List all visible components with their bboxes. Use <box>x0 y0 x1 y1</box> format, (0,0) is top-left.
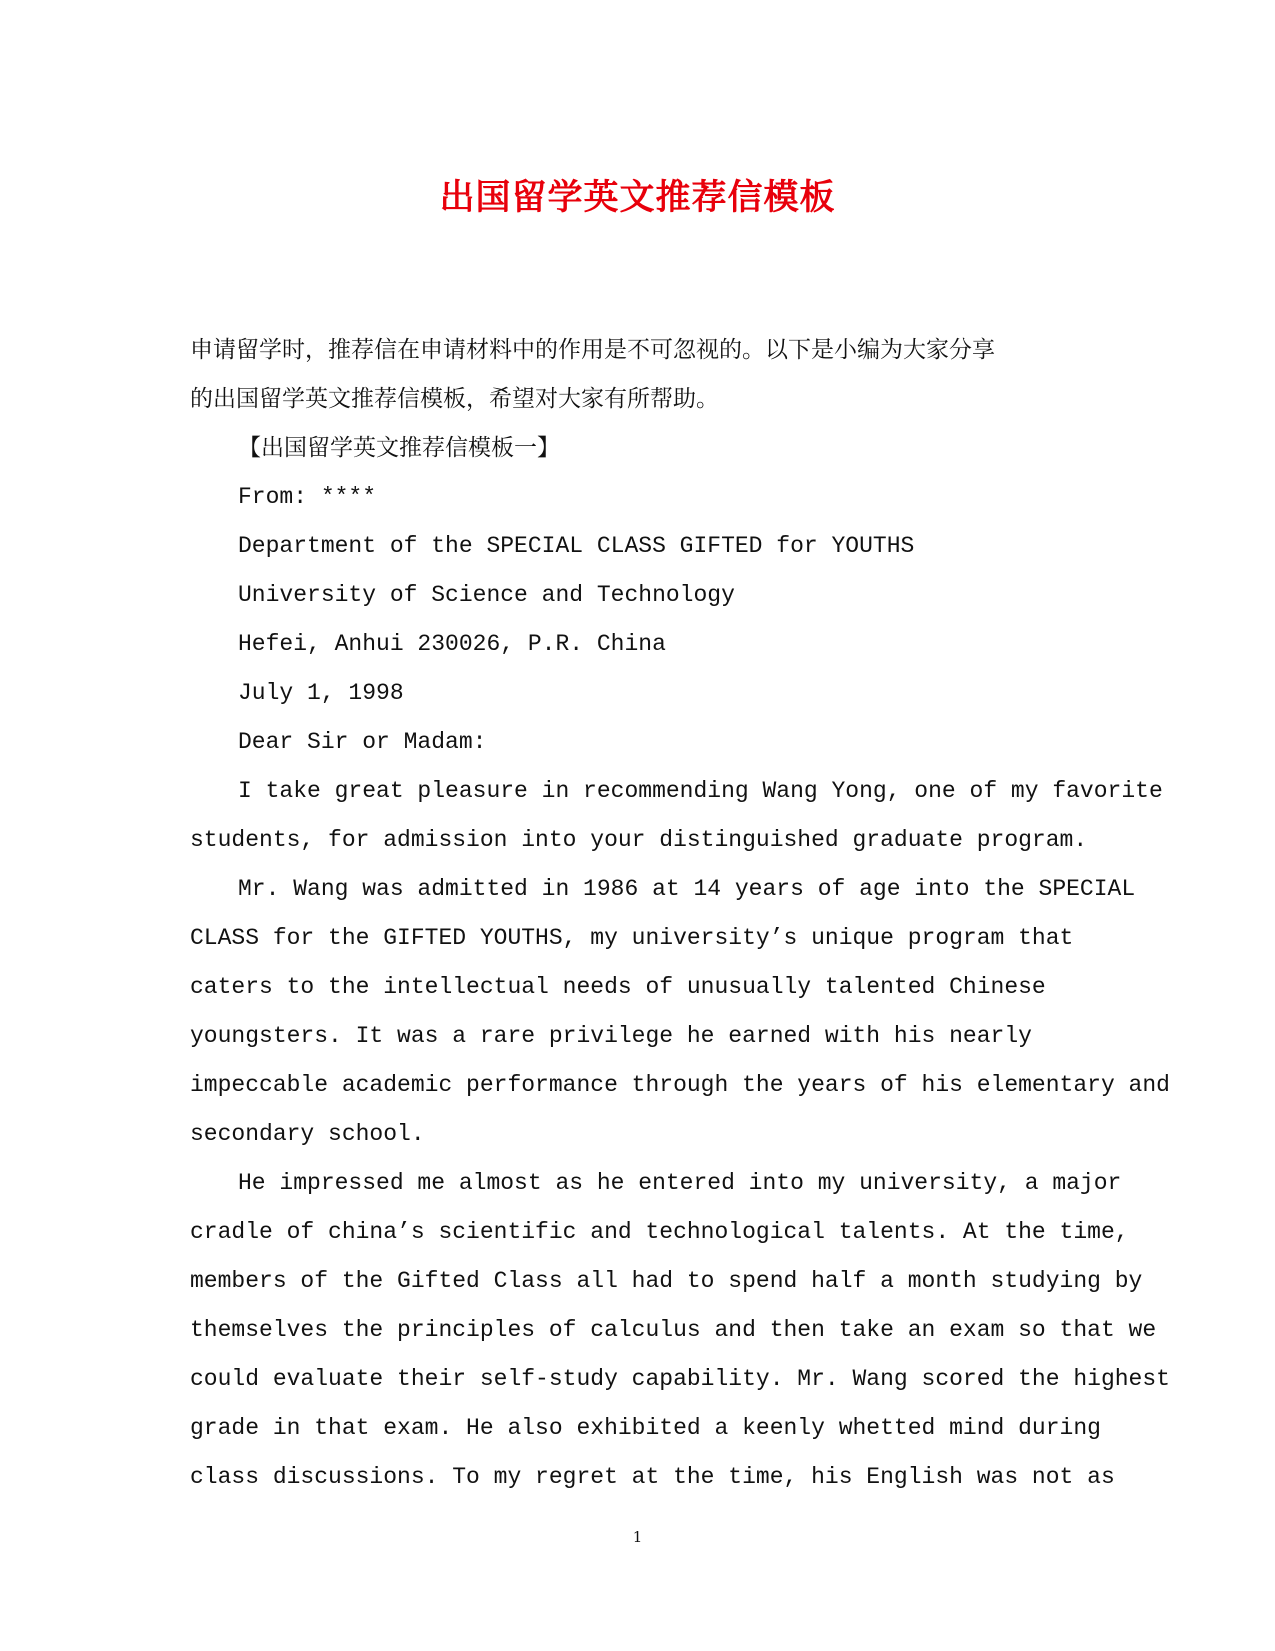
paragraph-line: I take great pleasure in recommending Wang Yong, one of my favorite <box>238 778 1163 804</box>
paragraph-line: cradle of china’s scientific and technological talents. At the time, <box>190 1219 1129 1245</box>
document-body <box>190 326 1170 1502</box>
intro-line-2: 的出国留学英文推荐信模板，希望对大家有所帮助。 <box>190 386 719 412</box>
paragraph-line: secondary school. <box>190 1121 425 1147</box>
intro-line-1: 申请留学时，推荐信在申请材料中的作用是不可忽视的。以下是小编为大家分享 <box>190 337 995 363</box>
letter-address: Hefei, Anhui 230026, P.R. China <box>238 631 666 657</box>
section-heading: 【出国留学英文推荐信模板一】 <box>238 435 560 461</box>
paragraph-line: students, for admission into your distinguished graduate program. <box>190 827 1088 853</box>
paragraph-line: themselves the principles of calculus and then take an exam so that we <box>190 1317 1157 1343</box>
paragraph-line: class discussions. To my regret at the time, his English was not as <box>190 1464 1115 1490</box>
page-number: 1 <box>632 1528 643 1546</box>
letter-university: University of Science and Technology <box>238 582 735 608</box>
paragraph-line: youngsters. It was a rare privilege he earned with his nearly <box>190 1023 1032 1049</box>
paragraph-line: could evaluate their self-study capability. Mr. Wang scored the highest <box>190 1366 1170 1392</box>
letter-from: From: **** <box>238 484 377 510</box>
paragraph-line: impeccable academic performance through the years of his elementary and <box>190 1072 1170 1098</box>
letter-date: July 1, 1998 <box>238 680 404 706</box>
letter-salutation: Dear Sir or Madam: <box>238 729 487 755</box>
letter-department: Department of the SPECIAL CLASS GIFTED for YOUTHS <box>238 533 915 559</box>
paragraph-line: caters to the intellectual needs of unusually talented Chinese <box>190 974 1046 1000</box>
paragraph-line: He impressed me almost as he entered into my university, a major <box>238 1170 1122 1196</box>
document-title: 出国留学英文推荐信模板 <box>439 177 836 218</box>
paragraph-line: members of the Gifted Class all had to spend half a month studying by <box>190 1268 1143 1294</box>
paragraph-line: Mr. Wang was admitted in 1986 at 14 years of age into the SPECIAL <box>238 876 1136 902</box>
paragraph-line: CLASS for the GIFTED YOUTHS, my university’s unique program that <box>190 925 1074 951</box>
paragraph-line: grade in that exam. He also exhibited a keenly whetted mind during <box>190 1415 1101 1441</box>
